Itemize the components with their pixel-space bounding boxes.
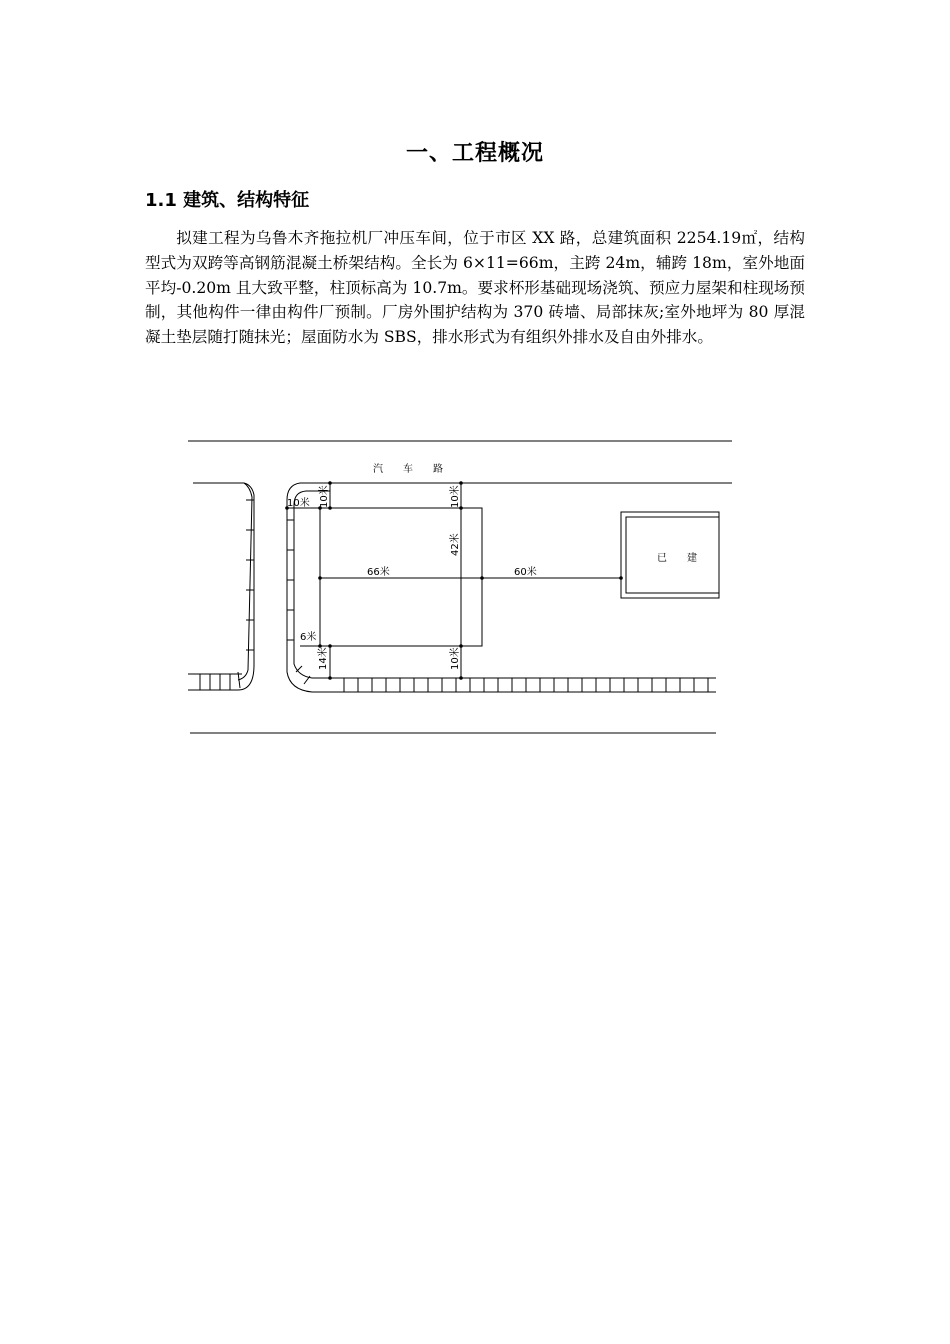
- left-kerb-curve: [188, 483, 254, 690]
- dim-bottom-left-label: 14米: [318, 647, 329, 670]
- section-heading: 1.1 建筑、结构特征: [145, 190, 310, 211]
- page-title: 一、工程概况: [405, 141, 544, 166]
- bottom-hatching: [188, 500, 708, 692]
- right-kerb-inner: [294, 491, 716, 678]
- body-paragraph: 拟建工程为乌鲁木齐拖拉机厂冲压车间，位于市区 XX 路，总建筑面积 2254.19㎡，结构型式为双跨等高钢筋混凝土桥架结构。全长为 6×11=66m，主跨 24m，辅跨 18m，室外地面平均-0.20m 且大致平整，柱顶标高为 10.7m。要求杯形基础现场浇筑、预应力屋架和柱现场预制，其他构件一律由构件厂预制。厂房外围护结构为 370 砖墙、局部抹灰;室外地坪为 80 厚混凝土垫层随打随抹光；屋面防水为 SBS，排水形式为有组织外排水及自由外排水。: [145, 229, 805, 347]
- road-label: 汽 车 路: [373, 464, 443, 475]
- dim-bottom-left-offset-label: 6米: [300, 632, 317, 643]
- dim-to-existing-label: 60米: [514, 567, 537, 578]
- workshop-outline: [320, 508, 482, 646]
- dim-width-label: 42米: [450, 533, 461, 556]
- right-kerb-curve: [287, 483, 716, 692]
- dim-top-right-label: 10米: [450, 485, 461, 508]
- existing-building-label: 已 建: [657, 553, 697, 564]
- dim-length-label: 66米: [367, 567, 390, 578]
- dim-top-left-label: 10米: [319, 485, 330, 508]
- dim-bottom-right-label: 10米: [450, 647, 461, 670]
- site-plan-diagram: [180, 432, 740, 742]
- dim-left-setback-label: 10米: [287, 498, 310, 509]
